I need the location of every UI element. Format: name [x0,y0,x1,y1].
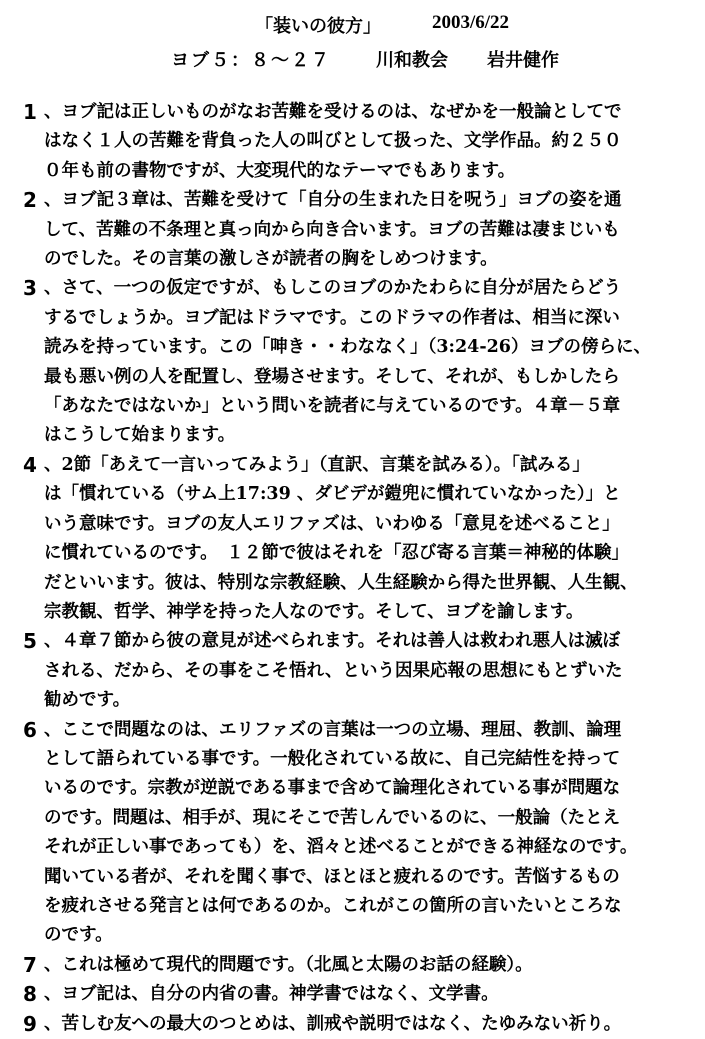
point-text-line: は「慣れている（サム上17:39 、ダビデが鎧兜に慣れていなかった）」と [44,484,621,505]
point-text-line: いう意味です。ヨブの友人エリファズは、いわゆる「意見を述べること」 [44,513,620,534]
sermon-point [23,1010,691,1039]
author-name: 岩井健作 [487,50,559,71]
point-text-line: それが正しい事であっても）を、滔々と述べることができる神経なのです。 [44,837,638,858]
sermon-point [23,186,691,274]
point-text-line: はなく１人の苦難を背負った人の叫びとして扱った、文学作品。約２５０ [44,131,622,152]
point-text-line: 最も悪い例の人を配置し、登場させます。そして、それが、もしかしたら [44,366,620,387]
point-text-line: される、だから、その事をこそ悟れ、という因果応報の思想にもとずいた [44,660,623,681]
point-text-line: に慣れているのです。 １２節で彼はそれを「忍び寄る言葉＝神秘的体験」 [44,543,629,564]
document-title: 「装いの彼方」 [255,16,381,37]
point-text-line: 「あなたではないか」という問いを読者に与えているのです。４章－５章 [44,396,621,417]
point-text-line: はこうして始まります。 [44,425,236,446]
point-text-line: 、ヨブ記は正しいものがなお苦難を受けるのは、なぜかを一般論としてで [44,102,622,122]
point-text-line: のです。問題は、相手が、現にそこで苦しんでいるのに、一般論（たとえ [44,807,621,828]
point-number: 1 [23,100,37,124]
point-number: 6 [23,717,37,742]
point-number: 7 [23,952,37,977]
point-text-line: 勧めです。 [44,690,131,711]
document-date: 2003/6/22 [432,12,510,33]
point-number: 5 [23,629,37,654]
point-number: 3 [23,276,37,301]
sermon-point [23,451,691,627]
point-text-line: 読みを持っています。この「呻き・・わななく」（3:24-26）ヨブの傍らに、 [44,337,651,358]
point-text-line: を疲れさせる発言とは何であるのか。これがこの箇所の言いたいところな [44,895,622,916]
sermon-point [23,716,691,951]
sermon-points [23,98,691,1039]
point-text-line: のでした。その言葉の激しさが読者の胸をしめつけます。 [44,249,498,270]
point-number: 2 [23,188,37,213]
point-text-line: 聞いている者が、それを聞く事で、ほとほと疲れるのです。苦悩するもの [44,866,620,887]
point-text-line: 、ヨブ記は、自分の内省の書。神学書ではなく、文学書。 [44,984,499,1005]
point-number: 8 [23,982,37,1007]
point-number: 9 [23,1011,37,1036]
scripture-reference: ヨブ５：８〜２７ [171,50,331,71]
point-text-line: 、これは極めて現代的問題です。（北風と太陽のお話の経験）。 [44,954,533,975]
point-text-line: して、苦難の不条理と真っ向から向き合います。ヨブの苦難は凄まじいも [44,219,620,240]
point-text-line: いるのです。宗教が逆説である事まで含めて論理化されている事が問題な [44,778,621,799]
sermon-point [23,98,691,186]
point-text-line: 宗教観、哲学、神学を持った人なのです。そして、ヨブを諭します。 [44,601,584,622]
point-text-line: ０年も前の書物ですが、大変現代的なテーマでもあります。 [44,160,516,181]
point-text-line: するでしょうか。ヨブ記はドラマです。このドラマの作者は、相当に深い [44,307,620,328]
point-text-line: のです。 [44,925,113,946]
point-text-line: 、苦しむ友への最大のつとめは、訓戒や説明ではなく、たゆみない祈り。 [44,1013,622,1034]
point-text-line: 、ここで問題なのは、エリファズの言葉は一つの立場、理屈、教訓、論理 [44,719,622,740]
point-text-line: 、さて、一つの仮定ですが、もしこのヨブのかたわらに自分が居たらどう [44,278,622,299]
point-number: 4 [23,452,37,477]
point-text-line: 、2節「あえて一言いってみよう」（直訳、言葉を試みる）。「試みる」 [44,454,590,475]
point-text-line: だといいます。彼は、特別な宗教経験、人生経験から得た世界観、人生観、 [44,572,638,593]
point-text-line: として語られている事です。一般化されている故に、自己完結性を持って [44,748,621,769]
sermon-point [23,627,691,715]
sermon-point [23,274,691,450]
sermon-point [23,980,691,1009]
point-text-line: 、ヨブ記３章は、苦難を受けて「自分の生まれた日を呪う」ヨブの姿を通 [44,190,622,211]
church-name: 川和教会 [376,50,448,71]
sermon-point [23,951,691,980]
point-text-line: 、４章７節から彼の意見が述べられます。それは善人は救われ悪人は滅ぼ [44,631,621,652]
